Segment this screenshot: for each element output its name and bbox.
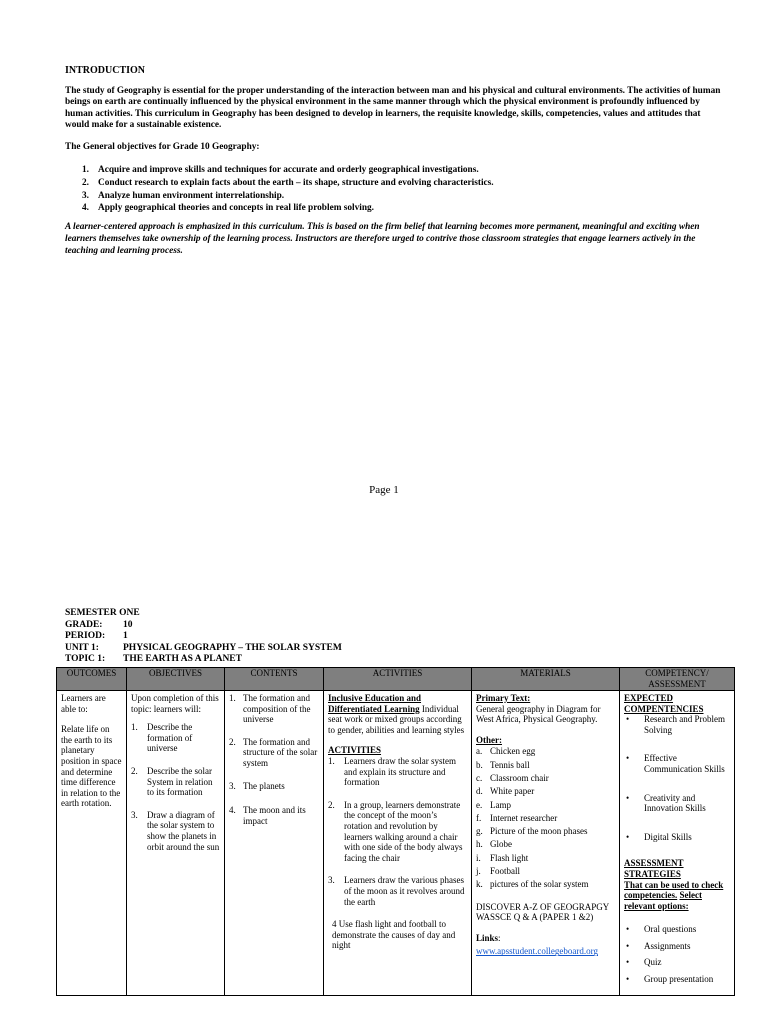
list-item — [328, 756, 467, 788]
grade-row — [65, 620, 342, 632]
links-colon: : — [498, 932, 501, 943]
bullet: • — [626, 753, 630, 764]
list-text: Creativity and Innovation Skills — [644, 792, 706, 814]
competencies-list — [624, 714, 730, 842]
list-number: e. — [476, 799, 483, 810]
list-number: 2. — [131, 765, 138, 776]
topic-key: TOPIC 1: — [65, 654, 106, 664]
grade-value: 10 — [123, 619, 133, 630]
unit-row — [65, 643, 342, 655]
list-text: Flash light — [490, 852, 529, 863]
header-objectives: OBJECTIVES — [127, 668, 225, 691]
intro-paragraph: The study of Geography is essential for the proper understanding of the interaction between man and his physical and cultural environments. The activities of human beings on earth are continually influenced by the physical environment in the same manner through which the physical environment is profoundly influenced by human activities. This curriculum in Geography has been designed to develop in learners, the requisite knowledge, skills, competencies, values and attitudes that would make for a sustainable existence. — [65, 86, 721, 131]
bullet: • — [626, 924, 630, 935]
header-activities: ACTIVITIES — [324, 668, 472, 691]
list-item — [476, 772, 615, 785]
general-objectives-lead: The General objectives for Grade 10 Geography: — [65, 142, 260, 152]
list-item — [624, 954, 730, 971]
list-number: a. — [476, 746, 483, 757]
unit-value: PHYSICAL GEOGRAPHY – THE SOLAR SYSTEM — [123, 642, 342, 653]
list-text: The planets — [243, 780, 285, 791]
list-text: Lamp — [490, 799, 511, 810]
bullet: • — [626, 714, 630, 725]
list-number: k. — [476, 879, 483, 890]
list-text: Chicken egg — [490, 746, 536, 757]
list-number: i. — [476, 852, 481, 863]
list-item — [476, 812, 615, 825]
list-number: 1. — [328, 755, 335, 766]
period-value: 1 — [123, 631, 128, 641]
list-item — [131, 810, 220, 852]
table-row — [57, 691, 735, 996]
bullet: • — [626, 973, 630, 984]
list-text: Quiz — [644, 957, 662, 968]
primary-text-heading: Primary Text: — [476, 693, 531, 703]
list-text: Group presentation — [644, 973, 714, 984]
list-item — [229, 781, 319, 792]
list-number: 4. — [82, 203, 89, 214]
bullet: • — [626, 957, 630, 968]
wassce-reference: WASSCE Q & A (PAPER 1 &2) — [476, 912, 594, 923]
period-key: PERIOD: — [65, 631, 106, 641]
contents-cell — [225, 691, 324, 996]
list-item — [476, 878, 615, 891]
inclusive-text: Individual seat work or mixed groups according to gender, abilities and learning styles — [328, 703, 465, 735]
list-text: pictures of the solar system — [490, 879, 589, 890]
list-item — [476, 825, 615, 838]
general-objectives-list — [82, 164, 494, 215]
list-item — [328, 800, 467, 864]
list-text: Oral questions — [644, 924, 697, 935]
outcomes-lead: Learners are able to: — [61, 693, 106, 714]
list-text: Effective Communication Skills — [644, 753, 725, 774]
list-text: The formation and structure of the solar system — [243, 736, 318, 768]
topic-row — [65, 654, 342, 666]
list-number: j. — [476, 866, 481, 877]
list-item — [476, 799, 615, 812]
list-item — [131, 766, 220, 798]
list-item — [82, 177, 494, 190]
list-item — [624, 971, 730, 988]
list-item — [476, 745, 615, 758]
list-item — [229, 693, 319, 725]
list-number: d. — [476, 786, 483, 797]
list-number: b. — [476, 759, 483, 770]
list-text: Assignments — [644, 940, 691, 951]
list-item — [476, 865, 615, 878]
list-item — [131, 722, 220, 754]
list-number: 3. — [82, 190, 89, 201]
list-text: Learners draw the various phases of the moon as it revolves around the earth — [344, 875, 465, 907]
links-row — [476, 933, 615, 944]
list-text: 4 Use flash light and football to demonstrate the causes of day and night — [332, 919, 456, 951]
inclusive-education-note — [328, 693, 467, 735]
assessment-heading: ASSESSMENT STRATEGIES — [624, 858, 684, 879]
contents-list — [229, 693, 319, 826]
list-item — [328, 875, 467, 907]
list-number: h. — [476, 839, 483, 850]
list-text: In a group, learners demonstrate the concept of the moon’s rotation and revolution by learners walking around a chair with one side of the body always facing the chair — [344, 799, 463, 863]
list-item — [82, 164, 494, 177]
list-number: f. — [476, 812, 482, 823]
list-number: 4. — [229, 805, 236, 816]
list-text: Acquire and improve skills and techniques for accurate and orderly geographical investigations. — [98, 165, 479, 175]
list-item — [624, 753, 730, 774]
list-item — [229, 737, 319, 769]
list-item — [476, 838, 615, 851]
header-outcomes: OUTCOMES — [57, 668, 127, 691]
list-item — [624, 793, 730, 814]
list-text: Draw a diagram of the solar system to show the planets in orbit around the sun — [147, 809, 220, 852]
header-contents: CONTENTS — [225, 668, 324, 691]
other-heading: Other: — [476, 734, 502, 745]
header-competency: COMPETENCY/ ASSESSMENT — [620, 668, 735, 691]
list-text: Classroom chair — [490, 772, 549, 783]
list-text: Conduct research to explain facts about the earth – its shape, structure and evolving characteristics. — [98, 177, 494, 188]
lesson-meta — [65, 608, 342, 666]
list-item — [82, 190, 494, 203]
materials-cell — [472, 691, 620, 996]
list-number: g. — [476, 826, 483, 837]
primary-text: General geography in Diagram for West Africa, Physical Geography. — [476, 703, 601, 725]
assessment-sub — [624, 880, 730, 912]
list-number: 1. — [131, 722, 138, 733]
competency-cell — [620, 691, 735, 996]
list-number: 2. — [328, 799, 335, 810]
list-item — [624, 714, 730, 735]
discover-reference: DISCOVER A-Z OF GEOGRAPGY — [476, 901, 610, 912]
collegeboard-link[interactable]: www.apsstudent.collegeboard.org — [476, 946, 598, 957]
expected-competencies-heading: EXPECTED COMPENTENCIES — [624, 693, 704, 714]
list-number: 3. — [328, 875, 335, 886]
list-text: Research and Problem Solving — [644, 714, 725, 735]
activities-cell — [324, 691, 472, 996]
list-text: White paper — [490, 786, 535, 797]
list-item — [82, 202, 494, 215]
list-item — [476, 759, 615, 772]
list-item — [476, 852, 615, 865]
header-materials: MATERIALS — [472, 668, 620, 691]
period-row — [65, 631, 342, 643]
table-header-row — [57, 668, 735, 691]
list-number: 2. — [229, 736, 236, 747]
intro-heading: INTRODUCTION — [65, 65, 146, 76]
topic-value: THE EARTH AS A PLANET — [123, 654, 242, 664]
semester-label: SEMESTER ONE — [65, 608, 140, 618]
list-text: Describe the solar System in relation to its formation — [147, 765, 213, 798]
page-number: Page 1 — [369, 484, 399, 496]
bullet: • — [626, 792, 630, 803]
objectives-lead: Upon completion of this topic: learners will: — [131, 693, 219, 714]
list-item — [624, 938, 730, 955]
curriculum-table — [56, 667, 735, 996]
list-text: Describe the formation of universe — [147, 722, 193, 754]
outcomes-text: Relate life on the earth to its planetary position in space and determine time difference in relation to the earth rotation. — [61, 724, 122, 809]
list-text: The moon and its impact — [243, 805, 306, 826]
list-text: Football — [490, 866, 521, 877]
list-number: 1. — [229, 693, 236, 703]
list-item — [328, 919, 467, 951]
list-text: Apply geographical theories and concepts in real life problem solving. — [98, 203, 374, 214]
assessment-sub-part2: Select relevant options: — [624, 890, 702, 911]
list-item — [624, 921, 730, 938]
list-number: 1. — [82, 165, 89, 175]
list-text: Internet researcher — [490, 812, 558, 823]
assessment-options-list — [624, 921, 730, 987]
list-item — [476, 785, 615, 798]
materials-list — [476, 745, 615, 891]
outcomes-cell — [57, 691, 127, 996]
list-number: 2. — [82, 177, 89, 188]
inclusive-heading: Inclusive Education and Differentiated Learning — [328, 693, 422, 714]
list-text: The formation and composition of the universe — [243, 693, 311, 725]
list-text: Digital Skills — [644, 831, 692, 842]
list-item — [624, 832, 730, 843]
list-text: Tennis ball — [490, 759, 530, 770]
list-text: Analyze human environment interrelationship. — [98, 190, 285, 201]
activities-list — [328, 756, 467, 951]
list-number: c. — [476, 772, 483, 783]
bullet: • — [626, 831, 630, 842]
list-item — [229, 805, 319, 826]
objectives-cell — [127, 691, 225, 996]
assessment-sub-part1: That can be used to check competencies. — [624, 879, 724, 901]
grade-key: GRADE: — [65, 619, 103, 630]
bullet: • — [626, 940, 630, 951]
list-text: Learners draw the solar system and explain its structure and formation — [344, 755, 456, 788]
unit-key: UNIT 1: — [65, 642, 99, 653]
list-text: Globe — [490, 839, 512, 850]
list-number: 3. — [229, 780, 236, 791]
activities-heading: ACTIVITIES — [328, 745, 382, 756]
links-label: Links — [476, 932, 499, 943]
objectives-cell-list — [131, 722, 220, 852]
list-text: Picture of the moon phases — [490, 826, 588, 837]
list-number: 3. — [131, 809, 138, 820]
approach-paragraph: A learner-centered approach is emphasized in this curriculum. This is based on the firm belief that learning becomes more permanent, meaningful and exciting when learners themselves take ownership of the learning process. Instructors are therefore urged to contrive those classroom strategies that engage learners actively in the teaching and learning process. — [65, 222, 700, 256]
